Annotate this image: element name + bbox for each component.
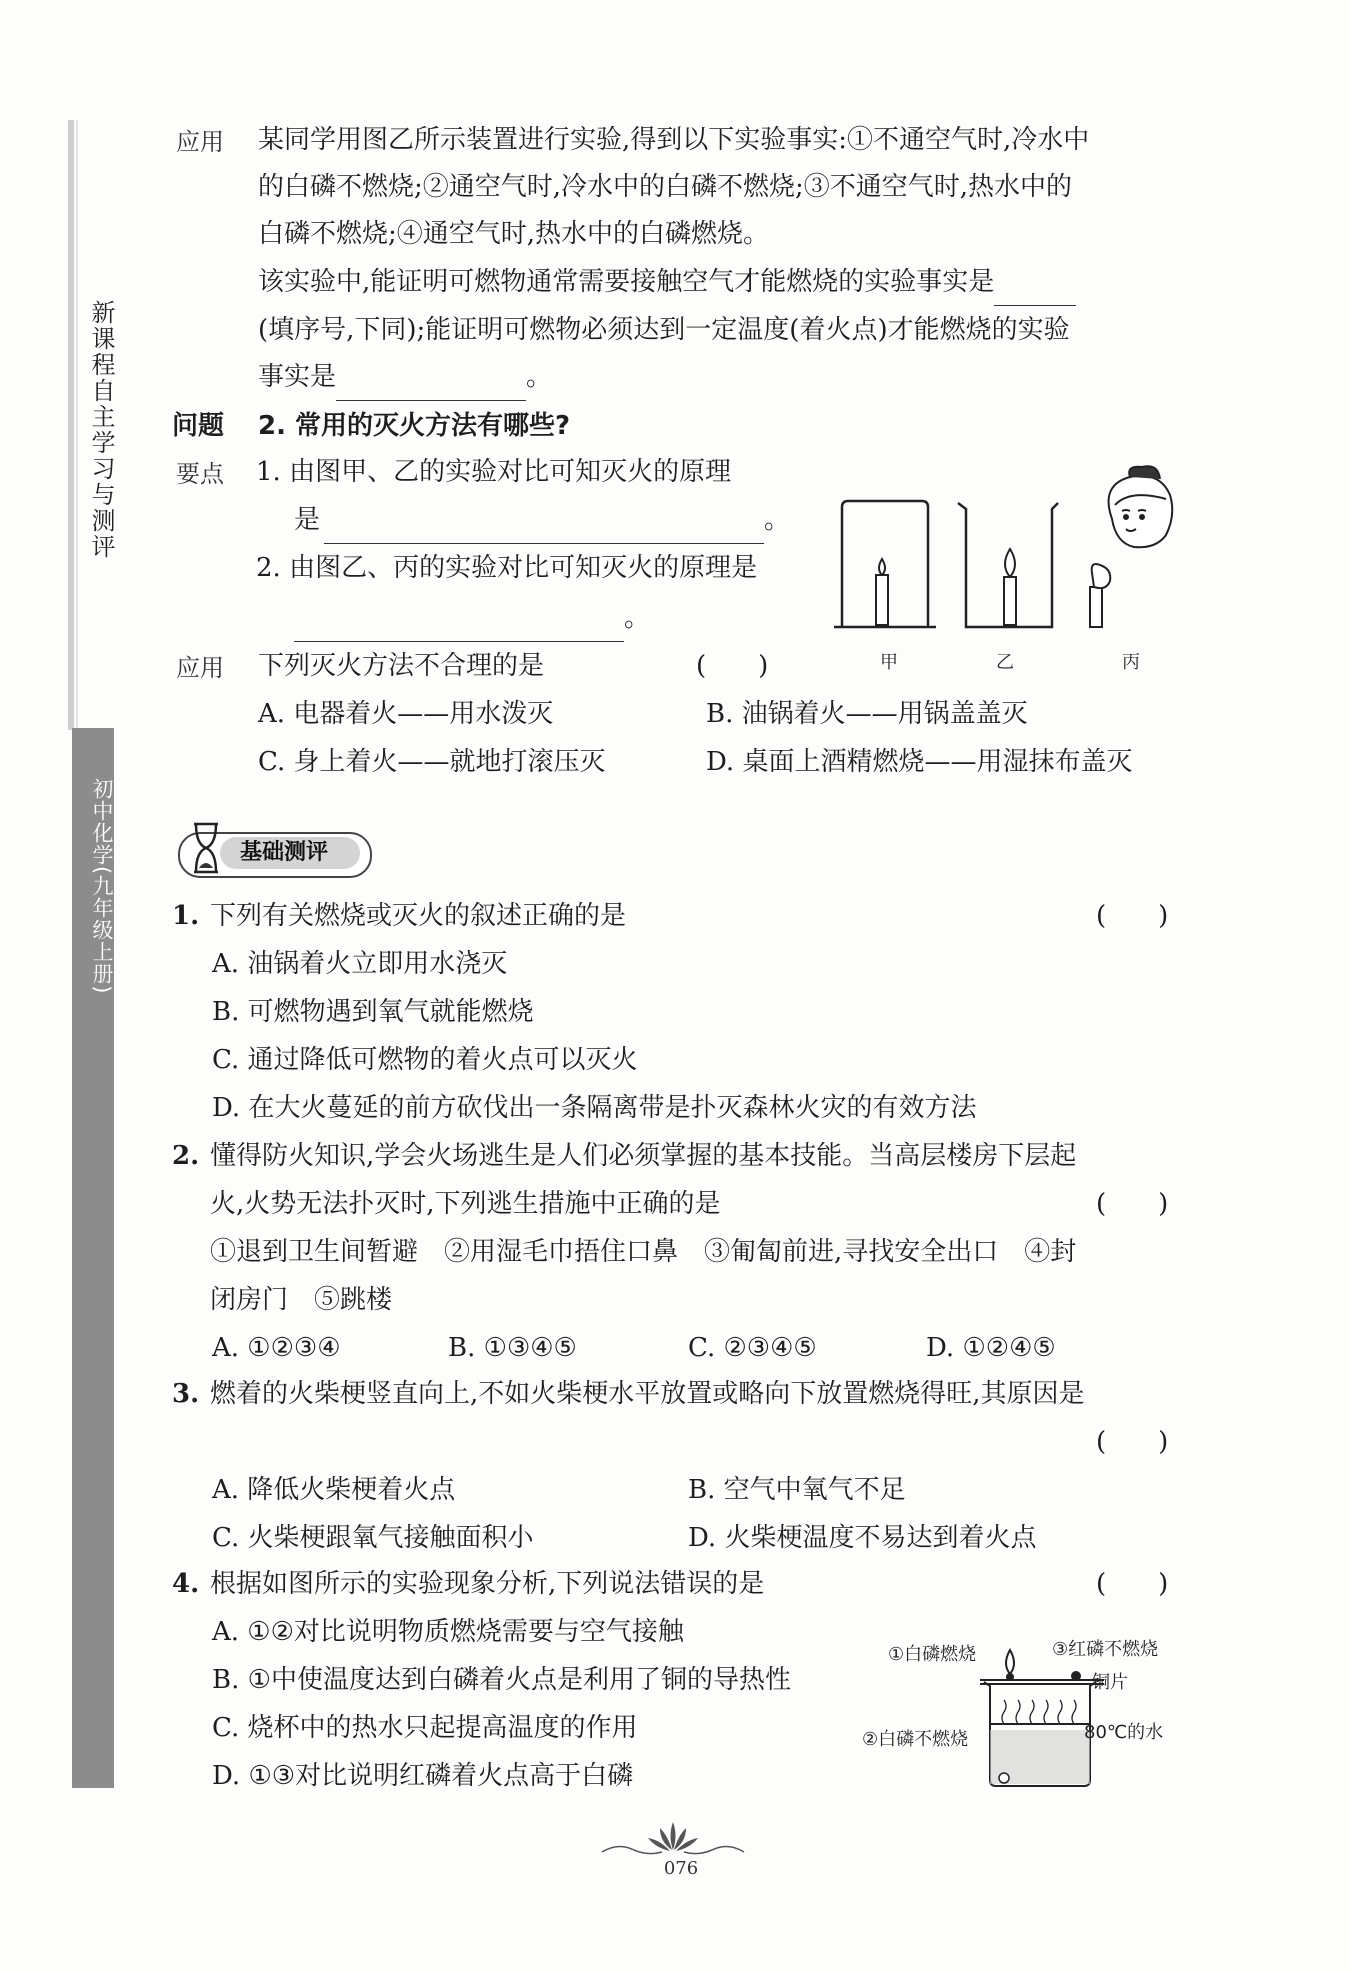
answer-blank[interactable] <box>294 611 624 642</box>
fig-label-jia: 甲 <box>880 652 898 673</box>
candle-yi <box>1004 549 1016 625</box>
app1-line-4: 该实验中,能证明可燃物通常需要接触空气才能燃烧的实验事实是 <box>258 258 1076 306</box>
q2b-items-2: 闭房门 ⑤跳楼 <box>210 1285 393 1315</box>
answer-blank[interactable] <box>336 370 526 401</box>
answer-blank[interactable] <box>994 275 1076 306</box>
q2b-option-c: C. ②③④⑤ <box>688 1333 817 1363</box>
app1-line-5: (填序号,下同);能证明可燃物必须达到一定温度(着火点)才能燃烧的实验 <box>258 315 1070 345</box>
q3-option-d: D. 火柴梗温度不易达到着火点 <box>688 1523 1037 1553</box>
q2-text: 2. 常用的灭火方法有哪些? <box>258 411 571 441</box>
fig2-label-copper: 铜片 <box>1092 1672 1128 1693</box>
app1-label: 应用 <box>176 128 224 156</box>
q2b-answer-paren[interactable]: ( ) <box>1096 1189 1169 1219</box>
q1-option-d: D. 在大火蔓延的前方砍伐出一条隔离带是扑灭森林火灾的有效方法 <box>212 1093 977 1123</box>
app2-answer-paren[interactable]: ( ) <box>696 651 769 681</box>
q4-option-b: B. ①中使温度达到白磷着火点是利用了铜的导热性 <box>212 1665 791 1695</box>
q4-option-a: A. ①②对比说明物质燃烧需要与空气接触 <box>212 1617 684 1647</box>
q4-option-d: D. ①③对比说明红磷着火点高于白磷 <box>212 1761 634 1791</box>
q4-number: 4. <box>172 1569 200 1599</box>
section-header <box>178 832 372 878</box>
page-number: 076 <box>663 1858 699 1879</box>
footer-ornament <box>598 1820 748 1860</box>
sidebar-subject: 初中化学(九年级上册) <box>90 778 114 995</box>
app1-line-1: 某同学用图乙所示装置进行实验,得到以下实验事实:①不通空气时,冷水中 <box>258 125 1090 155</box>
app2-option-b: B. 油锅着火——用锅盖盖灭 <box>706 699 1028 729</box>
app1-line-3: 白磷不燃烧;④通空气时,热水中的白磷燃烧。 <box>258 219 770 249</box>
sidebar-rule <box>68 120 74 730</box>
sidebar-series-title: 新课程自主学习与测评 <box>87 300 115 560</box>
fig2-label-red-not-burning: ③红磷不燃烧 <box>1052 1639 1159 1660</box>
fig2-label-white-not-burning: ②白磷不燃烧 <box>862 1729 969 1750</box>
q1-option-c: C. 通过降低可燃物的着火点可以灭火 <box>212 1045 638 1075</box>
candle-jia <box>876 559 888 625</box>
point-2b: 。 <box>294 594 650 642</box>
q2b-stem-2: 火,火势无法扑灭时,下列逃生措施中正确的是 <box>210 1189 721 1219</box>
app1-line-2: 的白磷不燃烧;②通空气时,冷水中的白磷不燃烧;③不通空气时,热水中的 <box>258 172 1073 202</box>
fig2-label-hot-water: 80℃的水 <box>1084 1722 1164 1743</box>
q3-number: 3. <box>172 1379 200 1409</box>
q4-option-c: C. 烧杯中的热水只起提高温度的作用 <box>212 1713 638 1743</box>
q2b-number: 2. <box>172 1141 200 1171</box>
app2-label: 应用 <box>176 654 224 682</box>
point-1b: 是 。 <box>294 496 790 544</box>
q1-option-b: B. 可燃物遇到氧气就能燃烧 <box>212 997 534 1027</box>
app2-option-c: C. 身上着火——就地打滚压灭 <box>258 747 606 777</box>
q2-label: 问题 <box>172 411 225 441</box>
q1-number: 1. <box>172 901 200 931</box>
q3-option-c: C. 火柴梗跟氧气接触面积小 <box>212 1523 534 1553</box>
q3-answer-paren[interactable]: ( ) <box>1096 1427 1169 1457</box>
q3-stem: 燃着的火柴梗竖直向上,不如火柴梗水平放置或略向下放置燃烧得旺,其原因是 <box>210 1379 1085 1409</box>
points-label: 要点 <box>176 460 224 488</box>
q1-stem: 下列有关燃烧或灭火的叙述正确的是 <box>210 901 627 931</box>
q4-stem: 根据如图所示的实验现象分析,下列说法错误的是 <box>210 1569 765 1599</box>
q2b-option-d: D. ①②④⑤ <box>926 1333 1056 1363</box>
app1-line-6: 事实是 。 <box>258 353 552 401</box>
point-2a: 2. 由图乙、丙的实验对比可知灭火的原理是 <box>256 553 758 583</box>
app2-stem: 下列灭火方法不合理的是 <box>258 651 545 681</box>
q3-option-b: B. 空气中氧气不足 <box>688 1475 906 1505</box>
q1-answer-paren[interactable]: ( ) <box>1096 901 1169 931</box>
q1-option-a: A. 油锅着火立即用水浇灭 <box>212 949 508 979</box>
app2-option-a: A. 电器着火——用水泼灭 <box>258 699 554 729</box>
sidebar-rule-light <box>76 120 78 730</box>
phosphorus-beaker-figure <box>980 1640 1110 1790</box>
fig-label-bing: 丙 <box>1122 652 1140 673</box>
hourglass-icon <box>186 820 226 876</box>
girl-blowing-candle <box>1090 466 1172 627</box>
q2b-stem-1: 懂得防火知识,学会火场逃生是人们必须掌握的基本技能。当高层楼房下层起 <box>210 1141 1077 1171</box>
answer-blank[interactable] <box>324 513 764 544</box>
fig-label-yi: 乙 <box>996 652 1014 673</box>
app2-option-d: D. 桌面上酒精燃烧——用湿抹布盖灭 <box>706 747 1133 777</box>
section-title: 基础测评 <box>240 840 329 865</box>
q2b-option-a: A. ①②③④ <box>212 1333 341 1363</box>
point-1a: 1. 由图甲、乙的实验对比可知灭火的原理 <box>256 457 732 487</box>
q3-option-a: A. 降低火柴梗着火点 <box>212 1475 456 1505</box>
q4-answer-paren[interactable]: ( ) <box>1096 1569 1169 1599</box>
fig2-label-white-burning: ①白磷燃烧 <box>888 1644 977 1665</box>
q2b-items-1: ①退到卫生间暂避 ②用湿毛巾捂住口鼻 ③匍匐前进,寻找安全出口 ④封 <box>210 1237 1077 1267</box>
q2b-option-b: B. ①③④⑤ <box>448 1333 577 1363</box>
